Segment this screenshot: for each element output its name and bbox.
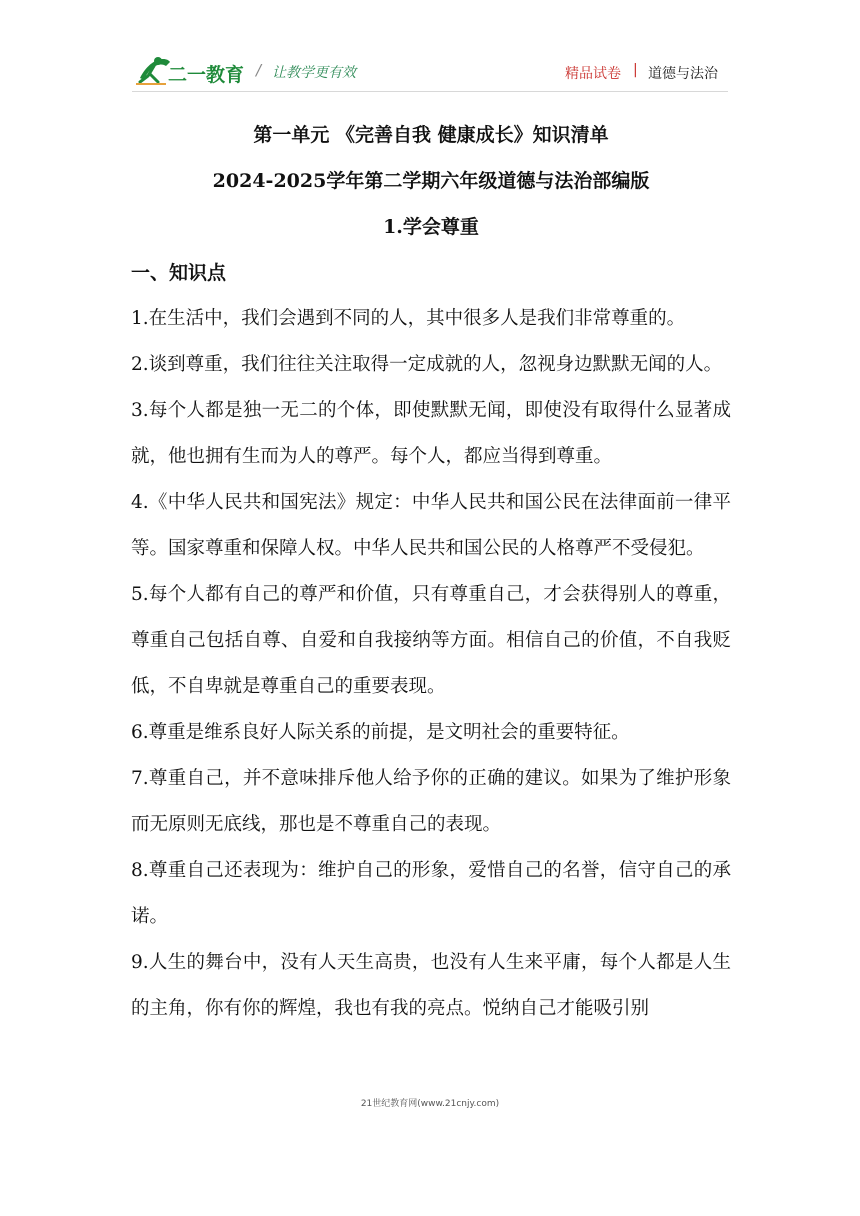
brand-slogan: 让教学更有效 [272, 65, 356, 81]
document-title: 第一单元 《完善自我 健康成长》知识清单 [253, 124, 609, 146]
knowledge-point: 4.《中华人民共和国宪法》规定：中华人民共和国公民在法律面前一律平等。国家尊重和保障人权。中华人民共和国公民的人格尊严不受侵犯。 [131, 492, 731, 559]
header-tag-premium: 精品试卷 [565, 66, 621, 82]
document-subtitle: 2024-2025学年第二学期六年级道德与法治部编版 [212, 170, 650, 192]
document-body [131, 112, 731, 1032]
knowledge-point: 2.谈到尊重，我们往往关注取得一定成就的人，忽视身边默默无闻的人。 [131, 354, 723, 375]
knowledge-point: 7.尊重自己，并不意味排斥他人给予你的正确的建议。如果为了维护形象而无原则无底线，那也是不尊重自己的表现。 [131, 768, 731, 835]
header-tag-subject: 道德与法治 [648, 66, 718, 82]
section-heading: 一、知识点 [131, 262, 227, 284]
brand-name: 二一教育 [168, 64, 245, 86]
knowledge-point: 8.尊重自己还表现为：维护自己的形象，爱惜自己的名誉，信守自己的承诺。 [131, 860, 731, 927]
slogan-divider: / [256, 61, 262, 79]
knowledge-point: 6.尊重是维系良好人际关系的前提，是文明社会的重要特征。 [131, 722, 630, 743]
lesson-title: 1.学会尊重 [383, 216, 479, 238]
knowledge-point: 1.在生活中，我们会遇到不同的人，其中很多人是我们非常尊重的。 [131, 308, 686, 329]
page-header [0, 0, 860, 104]
knowledge-point: 5.每个人都有自己的尊严和价值，只有尊重自己，才会获得别人的尊重，尊重自己包括自尊、自爱和自我接纳等方面。相信自己的价值，不自我贬低，不自卑就是尊重自己的重要表现。 [131, 584, 731, 697]
page-footer: 21世纪教育网(www.21cnjy.com) [360, 1099, 500, 1109]
header-tag-divider: | [633, 62, 638, 78]
knowledge-point: 3.每个人都是独一无二的个体，即使默默无闻，即使没有取得什么显著成就，他也拥有生而为人的尊严。每个人，都应当得到尊重。 [131, 400, 731, 467]
header-divider [132, 91, 728, 92]
knowledge-point: 9.人生的舞台中，没有人天生高贵，也没有人生来平庸，每个人都是人生的主角，你有你的辉煌，我也有我的亮点。悦纳自己才能吸引别 [131, 952, 731, 1019]
